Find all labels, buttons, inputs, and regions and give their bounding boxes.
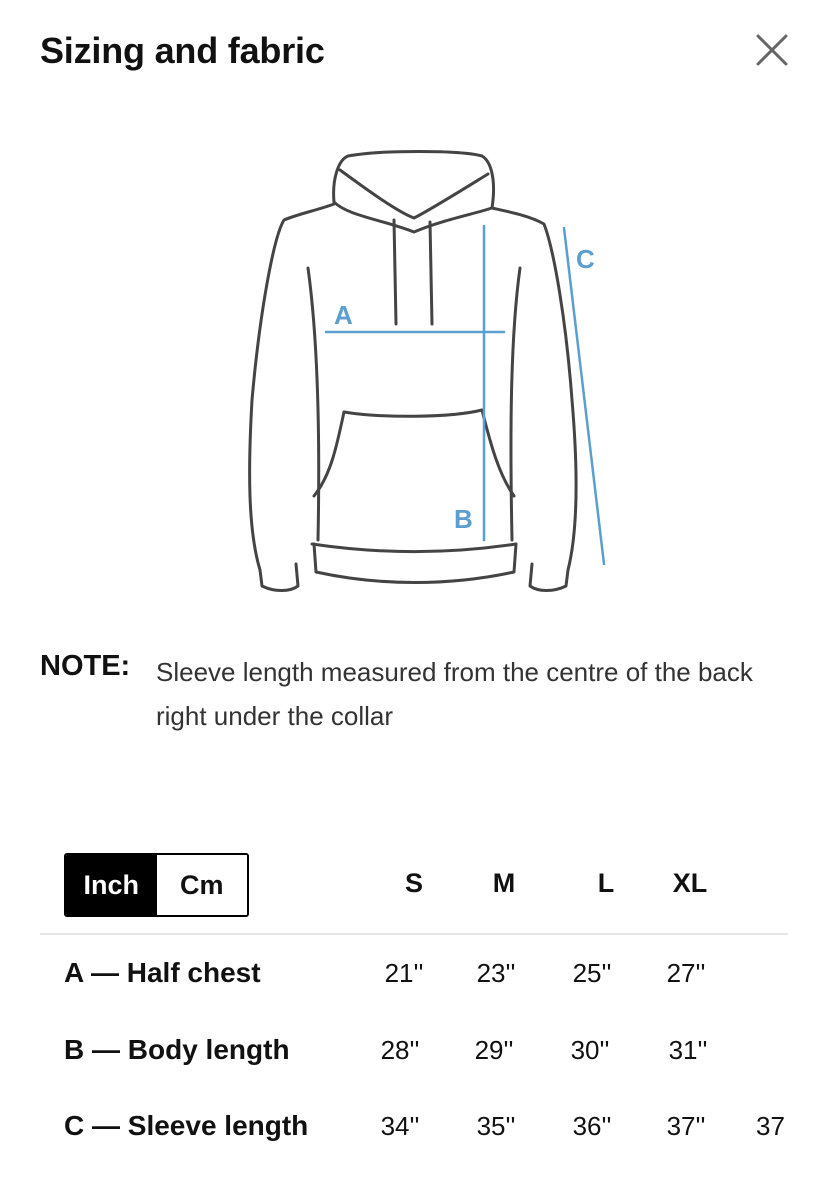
cell-body-length-m: 29'' bbox=[474, 1035, 514, 1065]
cell-body-length-s: 28'' bbox=[380, 1035, 420, 1065]
cell-half-chest-xl: 27'' bbox=[666, 958, 706, 988]
cell-half-chest-l: 25'' bbox=[572, 958, 612, 988]
page-title: Sizing and fabric bbox=[40, 30, 325, 71]
hoodie-outline bbox=[250, 152, 576, 591]
unit-cm-button[interactable]: Cm bbox=[157, 855, 248, 915]
cell-sleeve-length-s: 34'' bbox=[380, 1111, 420, 1141]
cell-half-chest-s: 21'' bbox=[384, 958, 424, 988]
close-button[interactable] bbox=[752, 30, 792, 70]
label-c: C bbox=[576, 244, 595, 274]
cell-body-length-xl: 31'' bbox=[668, 1035, 708, 1065]
row-label-sleeve-length: C — Sleeve length bbox=[64, 1110, 309, 1141]
cell-body-length-l: 30'' bbox=[570, 1035, 610, 1065]
row-label-body-length: B — Body length bbox=[64, 1034, 290, 1065]
label-a: A bbox=[334, 300, 353, 330]
note-label: NOTE: bbox=[40, 650, 131, 682]
cell-sleeve-length-l: 36'' bbox=[572, 1111, 612, 1141]
size-header-m: M bbox=[492, 868, 516, 898]
note-text: Sleeve length measured from the centre of the back right under the collar bbox=[156, 657, 753, 731]
cell-sleeve-length-xl: 37'' bbox=[666, 1111, 706, 1141]
row-label-half-chest: A — Half chest bbox=[64, 957, 261, 988]
unit-toggle bbox=[64, 853, 249, 917]
label-b: B bbox=[454, 504, 473, 534]
size-header-s: S bbox=[404, 868, 423, 898]
size-header-xl: XL bbox=[672, 868, 708, 898]
hoodie-measurement-diagram bbox=[230, 140, 630, 610]
unit-inch-button[interactable]: Inch bbox=[66, 855, 157, 915]
cell-sleeve-length-m: 35'' bbox=[476, 1111, 516, 1141]
size-header-l: L bbox=[597, 868, 615, 898]
table-divider bbox=[40, 933, 788, 935]
cell-half-chest-m: 23'' bbox=[476, 958, 516, 988]
cell-sleeve-length-overflow: 37 bbox=[756, 1111, 785, 1141]
close-icon bbox=[752, 30, 792, 70]
